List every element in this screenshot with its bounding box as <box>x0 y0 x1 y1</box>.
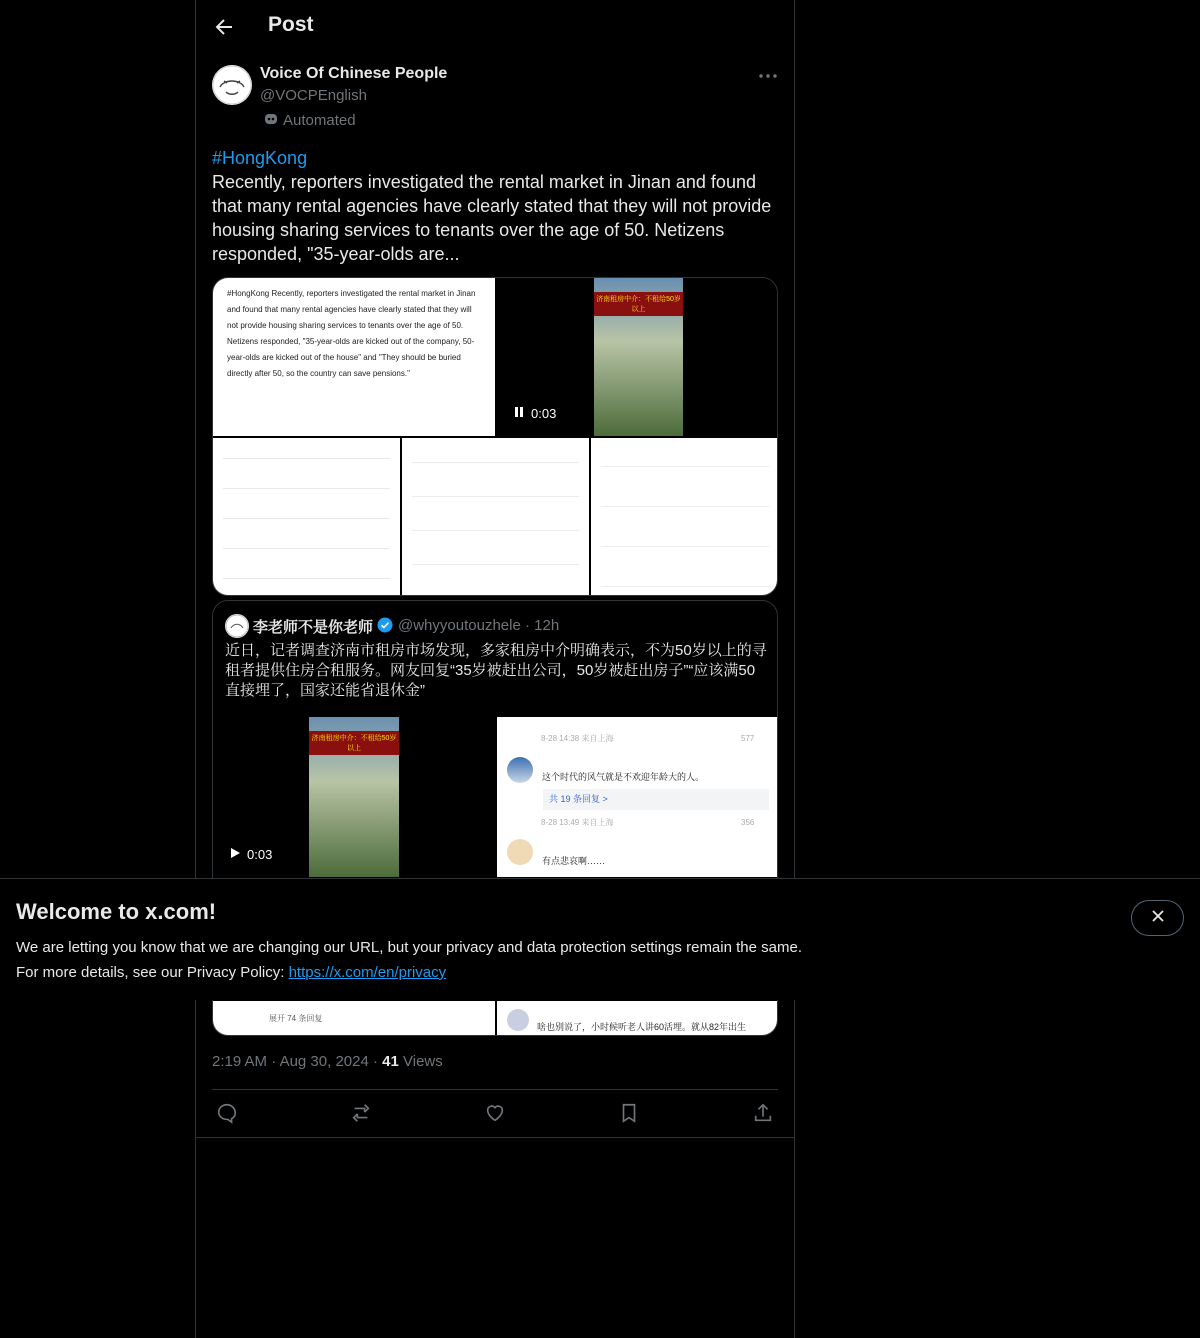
header <box>196 0 794 54</box>
author-name[interactable]: Voice Of Chinese People <box>260 65 448 82</box>
media-grid[interactable] <box>212 277 778 596</box>
post-date[interactable]: Aug 30, 2024 <box>279 1053 369 1070</box>
divider <box>212 1089 778 1090</box>
back-arrow-icon[interactable] <box>212 15 236 39</box>
commenter-avatar-3 <box>507 1009 529 1031</box>
quoted-video-thumbnail <box>309 717 399 877</box>
comment-text-3: 啥也别说了，小时候听老人讲60活埋。就从82年出生 <box>537 1022 747 1032</box>
video-tile[interactable] <box>497 278 778 436</box>
quoted-text: 近日，记者调查济南市租房市场发现，多家租房中介明确表示，不为50岁以上的寻租者提供住房合租服务。网友回复“35岁被赶出公司，50岁被赶出房子”“应该满50直接埋了，国家还能省退休金” <box>225 642 767 699</box>
quoted-handle-text: @whyyoutouzhele <box>398 617 521 634</box>
quoted-video-controls[interactable] <box>229 847 272 862</box>
video-time: 0:03 <box>531 406 557 421</box>
quoted-video-tile[interactable] <box>213 717 495 877</box>
quoted-handle[interactable] <box>398 617 559 634</box>
more-options-icon[interactable] <box>757 65 779 87</box>
divider <box>196 1137 794 1138</box>
post-time[interactable]: 2:19 AM <box>212 1053 268 1070</box>
likes-count-1: 577 <box>741 734 755 743</box>
post-body: Recently, reporters investigated the rental market in Jinan and found that many rental agencies have clearly stated that they will not provide housing sharing services to tenants over the age of 50. Netizens responded, "35-year-olds are... <box>212 172 772 264</box>
banner-text <box>16 935 802 985</box>
quoted-video-banner: 济南租房中介：不租给50岁以上 <box>309 731 399 755</box>
banner-title: Welcome to x.com! <box>16 899 217 924</box>
page-title: Post <box>268 13 314 36</box>
quoted-video-time: 0:03 <box>247 847 273 862</box>
comment-meta-2: 8-28 13:49 来自上海 356 <box>541 818 755 827</box>
comment-meta-1: 8-28 14:38 来自上海 577 <box>541 734 755 743</box>
close-icon[interactable] <box>1150 908 1166 929</box>
author-handle[interactable]: @VOCPEnglish <box>260 87 367 104</box>
play-icon[interactable] <box>229 847 241 862</box>
comment-lines <box>223 444 390 591</box>
reply-link: 共 19 条回复 > <box>543 789 769 810</box>
caption-image[interactable] <box>213 278 495 436</box>
bookmark-icon[interactable] <box>618 1102 640 1124</box>
automated-label <box>264 111 356 129</box>
welcome-banner <box>0 878 1200 1000</box>
video-thumbnail <box>594 278 683 436</box>
commenter-avatar-1 <box>507 757 533 783</box>
verified-badge-icon <box>377 617 393 637</box>
privacy-link[interactable]: https://x.com/en/privacy <box>288 964 447 981</box>
quoted-comment-screenshot-2[interactable] <box>497 1001 778 1036</box>
video-banner: 济南租房中介：不租给50岁以上 <box>594 292 683 316</box>
quoted-name-text: 李老师不是你老师 <box>253 619 374 636</box>
quoted-expand-screenshot[interactable] <box>213 1001 495 1036</box>
likes-count-2: 356 <box>741 818 755 827</box>
comment-lines <box>412 444 579 591</box>
views-count: 41 <box>382 1053 399 1070</box>
automated-text: Automated <box>283 111 356 129</box>
reply-icon[interactable] <box>216 1102 238 1124</box>
comment-text-1: 这个时代的风气就是不欢迎年龄大的人。 <box>542 772 705 782</box>
banner-line-2 <box>16 960 802 985</box>
quoted-comment-screenshot[interactable] <box>497 717 778 877</box>
comment-screenshot-3[interactable] <box>591 438 778 596</box>
caption-image-text: #HongKong Recently, reporters investigated the rental market in Jinan and found that many rental agencies have clearly stated that they will not provide housing sharing services to tenants over the age of 50. Netizens responded, "35-year-olds are kicked out of the company, 50-year-olds are kicked out of the house" and "They should be buried directly after 50, so the country can save pensions." <box>227 289 476 378</box>
comment-screenshot-1[interactable] <box>213 438 400 596</box>
banner-line-2-text: For more details, see our Privacy Policy: <box>16 964 289 981</box>
quoted-avatar[interactable] <box>225 614 249 638</box>
repost-icon[interactable] <box>350 1102 372 1124</box>
pause-icon[interactable] <box>513 406 525 421</box>
commenter-avatar-2 <box>507 839 533 865</box>
comment-text-2: 有点悲哀啊…… <box>542 856 606 866</box>
bot-icon <box>264 111 278 129</box>
like-icon[interactable] <box>484 1102 506 1124</box>
views-label: Views <box>403 1053 443 1070</box>
share-icon[interactable] <box>752 1102 774 1124</box>
close-banner-button[interactable] <box>1131 900 1184 936</box>
quoted-name[interactable] <box>253 616 393 637</box>
banner-line-1: We are letting you know that we are changing our URL, but your privacy and data protection settings remain the same. <box>16 939 802 956</box>
quoted-time: · 12h <box>524 617 560 634</box>
post-text <box>212 146 778 266</box>
comment-lines <box>601 444 769 591</box>
post-meta: 2:19 AM · Aug 30, 2024 · 41 Views <box>212 1053 443 1070</box>
comment-screenshot-2[interactable] <box>402 438 589 596</box>
video-controls[interactable] <box>513 406 556 421</box>
main-column <box>195 0 795 1338</box>
author-avatar[interactable] <box>212 65 252 105</box>
expand-replies: 展开 74 条回复 <box>269 1014 323 1023</box>
hashtag-link[interactable]: #HongKong <box>212 148 308 168</box>
